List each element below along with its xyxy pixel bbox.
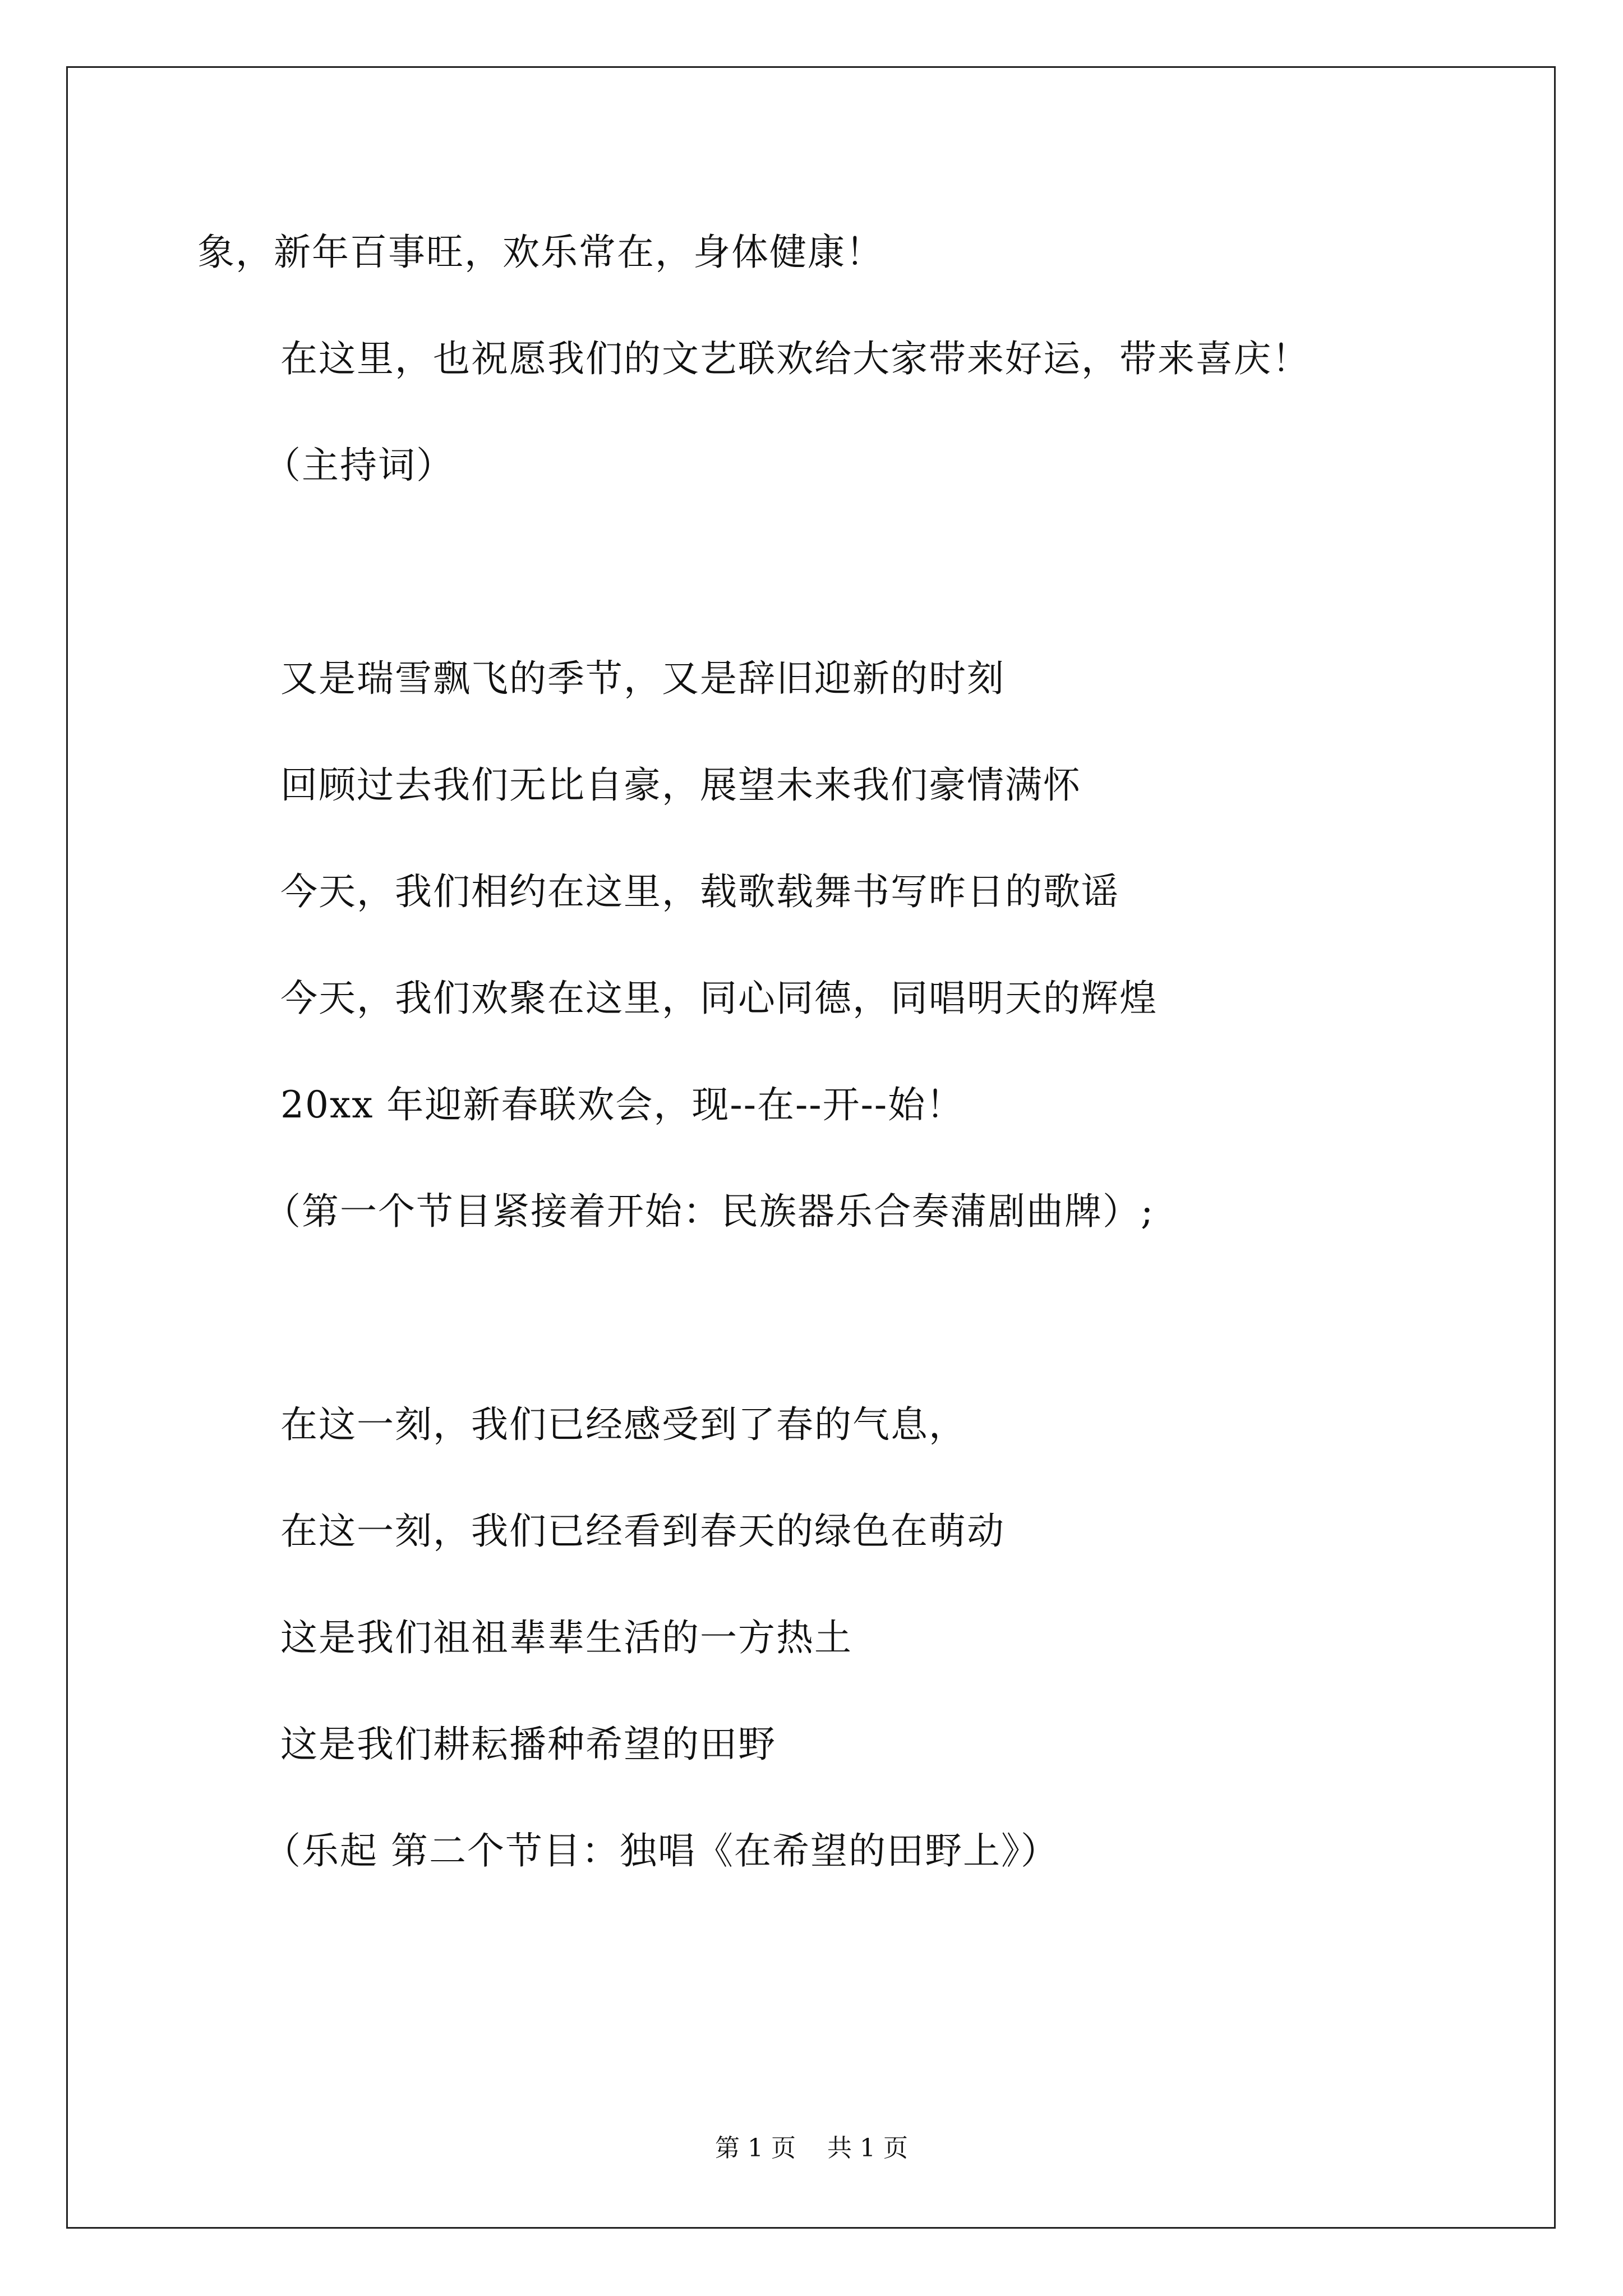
text-line: 今天，我们欢聚在这里，同心同德，同唱明天的辉煌 bbox=[280, 977, 1158, 1020]
text-line: 20xx 年迎新春联欢会，现--在--开--始！ bbox=[280, 1083, 965, 1126]
text-line: 在这里，也祝愿我们的文艺联欢给大家带来好运，带来喜庆！ bbox=[280, 337, 1310, 380]
page-footer bbox=[0, 2132, 1623, 2165]
text-line: 在这一刻，我们已经感受到了春的气息， bbox=[280, 1403, 967, 1446]
text-line: 在这一刻，我们已经看到春天的绿色在萌动 bbox=[280, 1510, 1005, 1553]
page-number: 第 1 页 bbox=[715, 2134, 796, 2162]
page-frame bbox=[66, 66, 1556, 2229]
text-line: 这是我们祖祖辈辈生活的一方热土 bbox=[280, 1616, 852, 1659]
text-line: 象，新年百事旺，欢乐常在，身体健康！ bbox=[197, 231, 884, 274]
text-line: 今天，我们相约在这里，载歌载舞书写昨日的歌谣 bbox=[280, 870, 1119, 913]
page-total: 共 1 页 bbox=[827, 2134, 908, 2162]
text-line: 回顾过去我们无比自豪，展望未来我们豪情满怀 bbox=[280, 763, 1081, 807]
text-line: （第一个节目紧接着开始：民族器乐合奏蒲剧曲牌）; bbox=[264, 1190, 1155, 1233]
text-line: 这是我们耕耘播种希望的田野 bbox=[280, 1723, 776, 1766]
text-line: （乐起 第二个节目：独唱《在希望的田野上》） bbox=[264, 1829, 1059, 1872]
text-line: 又是瑞雪飘飞的季节，又是辞旧迎新的时刻 bbox=[280, 657, 1005, 700]
text-line: （主持词） bbox=[264, 444, 454, 487]
